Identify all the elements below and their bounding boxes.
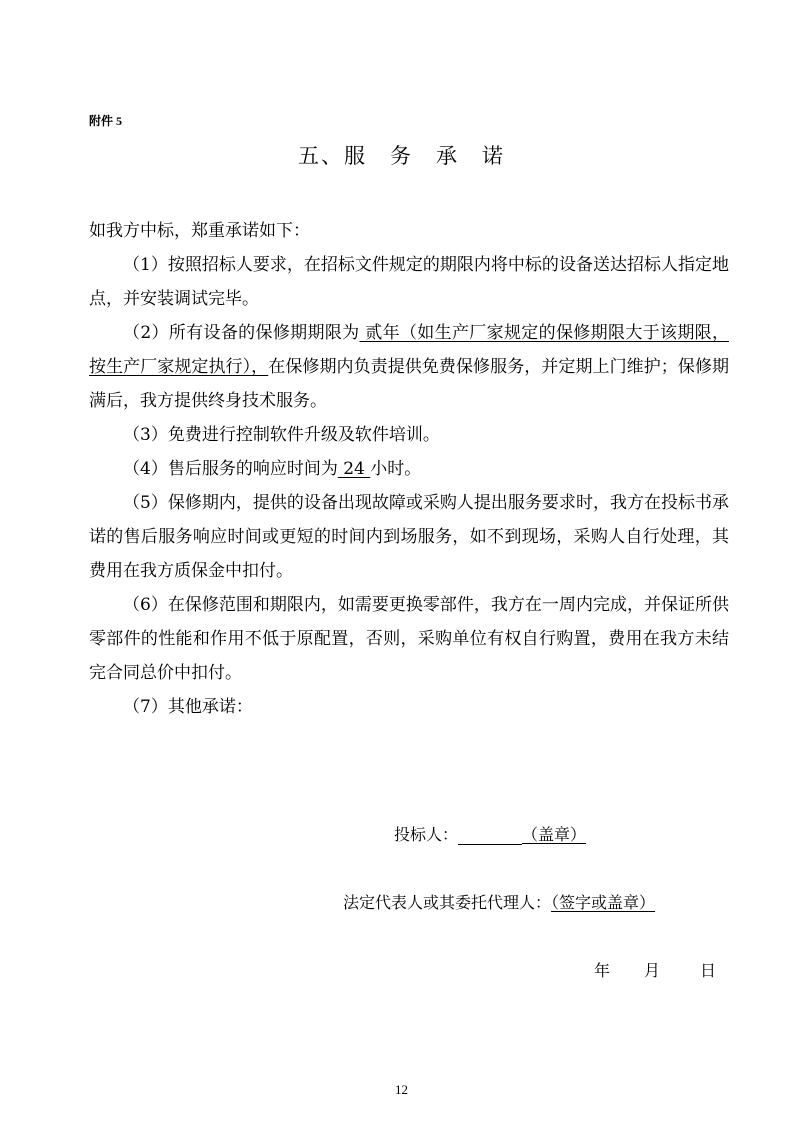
date-month: 月 bbox=[644, 961, 661, 980]
page-title: 五、服 务 承 诺 bbox=[298, 144, 505, 168]
item-2-tail: 在保修期内负责提供免费保修服务，并定期上门维护；保修期满后，我方提供终身技术服务。 bbox=[89, 357, 730, 411]
document-body bbox=[89, 214, 729, 724]
item-4-lead: （4）售后服务的响应时间为 bbox=[123, 459, 338, 479]
representative-sign-text: （签字或盖章） bbox=[551, 893, 656, 912]
bidder-blank bbox=[458, 825, 522, 845]
item-6: （6）在保修范围和期限内，如需要更换零部件，我方在一周内完成，并保证所供零部件的性能和作用不低于原配置，否则，采购单位有权自行购置，费用在我方未结完合同总价中扣付。 bbox=[89, 595, 729, 683]
date-line bbox=[594, 958, 716, 981]
bidder-signature-line bbox=[394, 822, 586, 845]
warranty-period-value: 贰年（如生产厂家规定的保修期限大于该期限，按生产厂家规定执行）， bbox=[89, 323, 729, 377]
representative-signature-line bbox=[343, 890, 655, 913]
item-2-lead: （2）所有设备的保修期期限为 bbox=[123, 323, 360, 343]
intro-paragraph: 如我方中标，郑重承诺如下： bbox=[89, 221, 310, 241]
item-5: （5）保修期内，提供的设备出现故障或采购人提出服务要求时，我方在投标书承诺的售后服务响应时间或更短的时间内到场服务，如不到现场，采购人自行处理，其费用在我方质保金中扣付。 bbox=[89, 493, 729, 581]
representative-label: 法定代表人或其委托代理人： bbox=[343, 893, 552, 912]
item-2 bbox=[89, 316, 729, 418]
date-day: 日 bbox=[700, 961, 717, 980]
item-3: （3）免费进行控制软件升级及软件培训。 bbox=[123, 425, 440, 445]
item-4-tail: 小时。 bbox=[370, 459, 422, 479]
item-4 bbox=[89, 452, 729, 486]
attachment-label: 附件 5 bbox=[89, 114, 123, 128]
response-time-value: 24 bbox=[337, 459, 371, 479]
item-7: （7）其他承诺： bbox=[123, 697, 253, 717]
bidder-seal-text: （盖章） bbox=[522, 825, 587, 844]
item-1: （1）按照招标人要求，在招标文件规定的期限内将中标的设备送达招标人指定地点，并安装调试完毕。 bbox=[89, 255, 729, 309]
bidder-label: 投标人： bbox=[394, 825, 459, 844]
page-number: 12 bbox=[395, 1082, 408, 1097]
date-year: 年 bbox=[594, 961, 611, 980]
